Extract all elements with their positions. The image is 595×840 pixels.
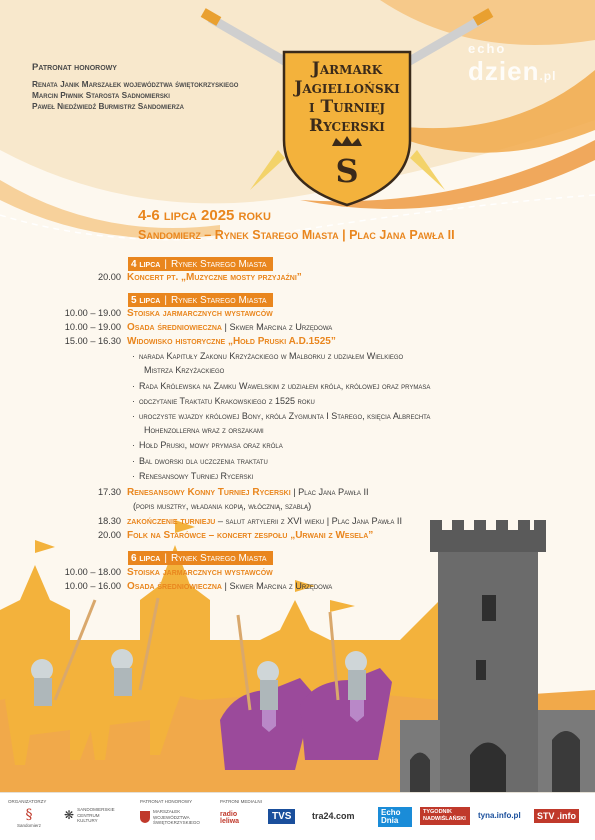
sandomierz-emblem-icon: S — [335, 152, 359, 190]
media-label: PATRONI MEDIALNI — [220, 799, 262, 804]
day-header: 6 lipca | Rynek Starego Miasta — [128, 551, 273, 565]
program-row: 10.00 – 16.00 Osada średniowieczna | Skwer Marcina z Urzędowa — [64, 581, 333, 592]
media-logo-tyna: tyna.info.pl — [478, 811, 521, 820]
program-bullet: · uroczyste wjazdy królowej Bony, króla Zygmunta I Starego, księcia Albrechta — [132, 410, 430, 422]
program-row: 10.00 – 19.00 Stoiska jarmarcznych wystawców — [64, 308, 273, 319]
sandomierz-logo: § Sandomierz — [14, 807, 44, 828]
day-header: 5 lipca | Rynek Starego Miasta — [128, 293, 273, 307]
program-row: 15.00 – 16.30 Widowisko historyczne „Hołd Pruski A.D.1525” — [64, 336, 336, 347]
program-row: 10.00 – 18.00 Stoiska jarmarcznych wystawców — [64, 567, 273, 578]
program-row: 10.00 – 19.00 Osada średniowieczna | Skwer Marcina z Urzędowa — [64, 322, 333, 333]
media-logo-radio-leliwa: radio leliwa — [220, 811, 240, 825]
program-bullet: · Renesansowy Turniej Rycerski — [132, 470, 253, 482]
program-bullet: · Bal dworski dla uczczenia traktatu — [132, 455, 268, 467]
program-bullet: · Rada Królewska na Zamku Wawelskim z udziałem króla, królowej oraz prymasa — [132, 380, 430, 392]
sck-logo: ❋ SANDOMIERSKIE CENTRUM KULTURY — [64, 807, 115, 823]
patronage-title: Patronat honorowy — [32, 62, 117, 73]
patron-line: Renata Janik Marszałek województwa świętokrzyskiego — [32, 79, 239, 89]
event-title: Jarmark Jagielloński i Turniej Rycerski — [294, 59, 400, 136]
media-logo-echo: Echo Dnia — [378, 807, 412, 827]
program-row: 20.00 Folk na Starówce – koncert zespołu „Urwani z Wesela” — [98, 530, 374, 541]
media-logo-tra24: tra24.com — [312, 811, 355, 821]
patronage-block — [32, 62, 238, 112]
program-bullet-cont: Hohenzollerna wraz z orszakami — [144, 425, 264, 435]
program-bullet-cont: Mistrza Krzyżackiego — [144, 365, 225, 375]
media-logo-stv: STV .info — [534, 809, 579, 823]
organizers-label: ORGANIZATORZY — [8, 799, 47, 804]
media-logo-tygodnik: TYGODNIK NADWIŚLAŃSKI — [420, 807, 470, 825]
day-header: 4 lipca | Rynek Starego Miasta — [128, 257, 273, 271]
event-place: Sandomierz – Rynek Starego Miasta | Plac Jana Pawła II — [138, 228, 455, 242]
patron-line: Marcin Piwnik Starosta Sadnomierski — [32, 90, 170, 100]
program-row-note: (popis musztry, władania kopią, włócznią, szablą) — [133, 501, 312, 511]
program-row: 17.30 Renesansowy Konny Turniej Rycerski | Plac Jana Pawła II — [98, 487, 369, 498]
watermark: echo dzien.pl — [468, 41, 557, 86]
patron-label: PATRONAT HONOROWY — [140, 799, 193, 804]
program-bullet: · Hołd Pruski, mowy prymasa oraz króla — [132, 439, 283, 451]
program-row: 18.30 zakończenie turnieju – salut artylerii z XVI wieku | Plac Jana Pawła II — [98, 516, 403, 527]
program-row: 20.00 Koncert pt. „Muzyczne mosty przyjaźni” — [98, 272, 302, 283]
marszalek-logo: MARSZAŁEK WOJEWÓDZTWA ŚWIĘTOKRZYSKIEGO — [140, 809, 193, 826]
patron-line: Paweł Niedźwiedź Burmistrz Sandomierza — [32, 101, 184, 111]
sck-icon: ❋ — [64, 808, 75, 823]
program-bullet: · narada Kapituły Zakonu Krzyżackiego w Malborku z udziałem Wielkiego — [132, 350, 403, 362]
sandomierz-emblem-icon: § — [25, 807, 33, 823]
event-dates: 4-6 lipca 2025 roku — [138, 207, 271, 224]
crest-icon — [140, 811, 150, 823]
media-logo-tvs: TVS — [268, 809, 295, 824]
program-bullet: · odczytanie Traktatu Krakowskiego z 1525 roku — [132, 395, 315, 407]
sponsors-footer — [0, 792, 595, 840]
